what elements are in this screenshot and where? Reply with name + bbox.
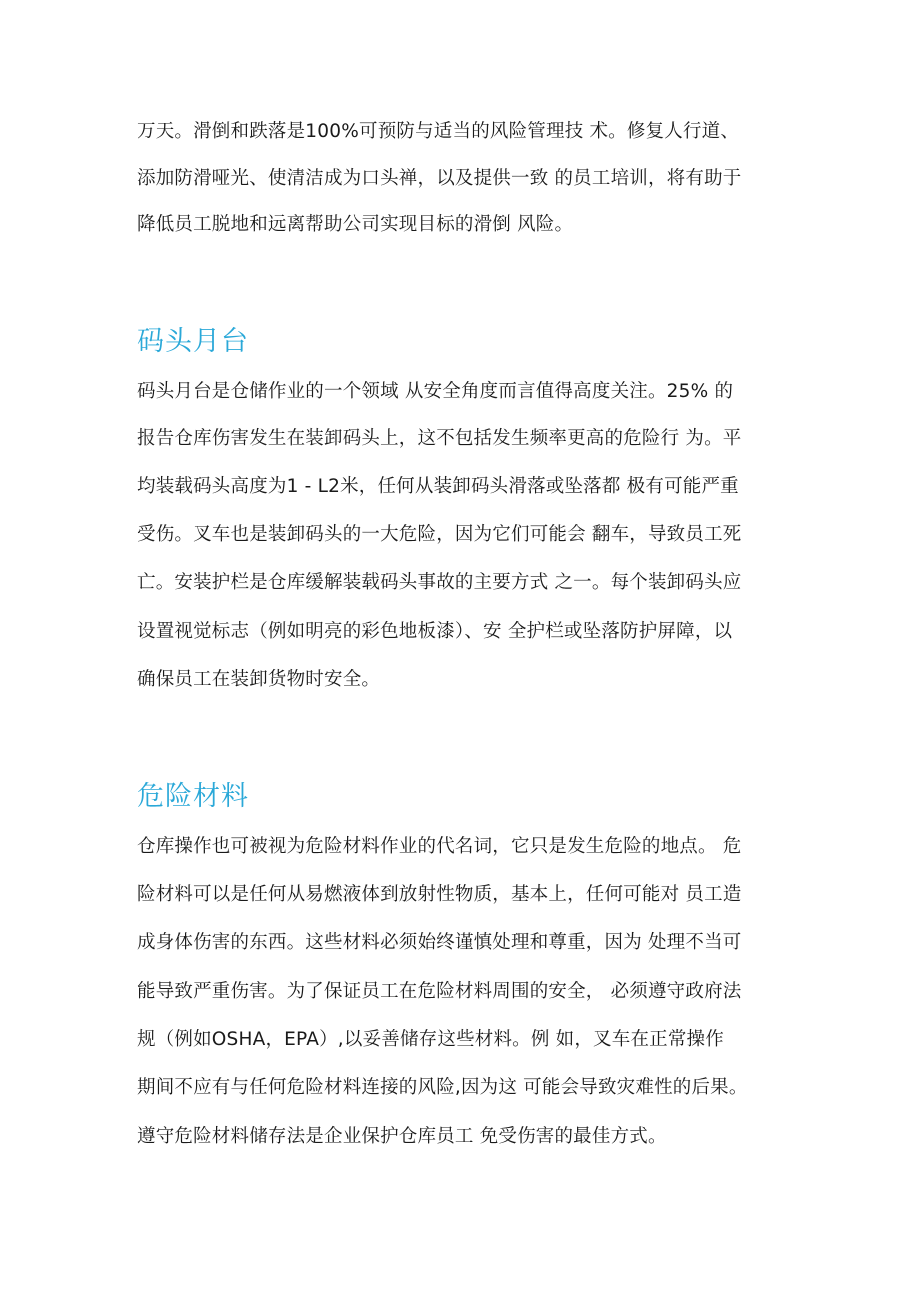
hazmat-paragraph-line: 险材料可以是任何从易燃液体到放射性物质，基本上，任何可能对 员工造 bbox=[137, 884, 742, 905]
dock-paragraph-line: 均装载码头高度为1 - L2米，任何从装卸码头滑落或坠落都 极有可能严重 bbox=[137, 476, 739, 497]
intro-line: 添加防滑哑光、使清洁成为口头禅，以及提供一致 的员工培训，将有助于 bbox=[137, 168, 742, 189]
dock-paragraph-line: 亡。安装护栏是仓库缓解装载码头事故的主要方式 之一。每个装卸码头应 bbox=[137, 572, 742, 593]
dock-paragraph-line: 设置视觉标志（例如明亮的彩色地板漆）、安 全护栏或坠落防护屏障，以 bbox=[137, 621, 733, 642]
dock-paragraph-line: 报告仓库伤害发生在装卸码头上，这不包括发生频率更高的危险行 为。平 bbox=[137, 428, 742, 449]
intro-line: 降低员工脱地和远离帮助公司实现目标的滑倒 风险。 bbox=[137, 214, 574, 235]
dock-paragraph-line: 受伤。叉车也是装卸码头的一大危险，因为它们可能会 翻车，导致员工死 bbox=[137, 524, 742, 545]
hazmat-paragraph-line: 遵守危险材料储存法是企业保护仓库员工 免受伤害的最佳方式。 bbox=[137, 1126, 667, 1147]
hazmat-paragraph-line: 能导致严重伤害。为了保证员工在危险材料周围的安全， 必须遵守政府法 bbox=[137, 981, 742, 1002]
section-heading-dock: 码头月台 bbox=[137, 326, 249, 357]
dock-paragraph-line: 确保员工在装卸货物时安全。 bbox=[137, 669, 381, 690]
intro-line: 万天。滑倒和跌落是100%可预防与适当的风险管理技 术。修复人行道、 bbox=[137, 121, 740, 142]
hazmat-paragraph-line: 仓库操作也可被视为危险材料作业的代名词，它只是发生危险的地点。 危 bbox=[137, 836, 742, 857]
hazmat-paragraph-line: 成身体伤害的东西。这些材料必须始终谨慎处理和尊重，因为 处理不当可 bbox=[137, 932, 742, 953]
dock-paragraph-line: 码头月台是仓储作业的一个领域 从安全角度而言值得高度关注。25% 的 bbox=[137, 381, 734, 402]
hazmat-paragraph-line: 规（例如OSHA，EPA）,以妥善储存这些材料。例 如，叉车在正常操作 bbox=[137, 1029, 724, 1050]
hazmat-paragraph-line: 期间不应有与任何危险材料连接的风险,因为这 可能会导致灾难性的后果。 bbox=[137, 1077, 748, 1098]
section-heading-hazmat: 危险材料 bbox=[137, 781, 249, 812]
